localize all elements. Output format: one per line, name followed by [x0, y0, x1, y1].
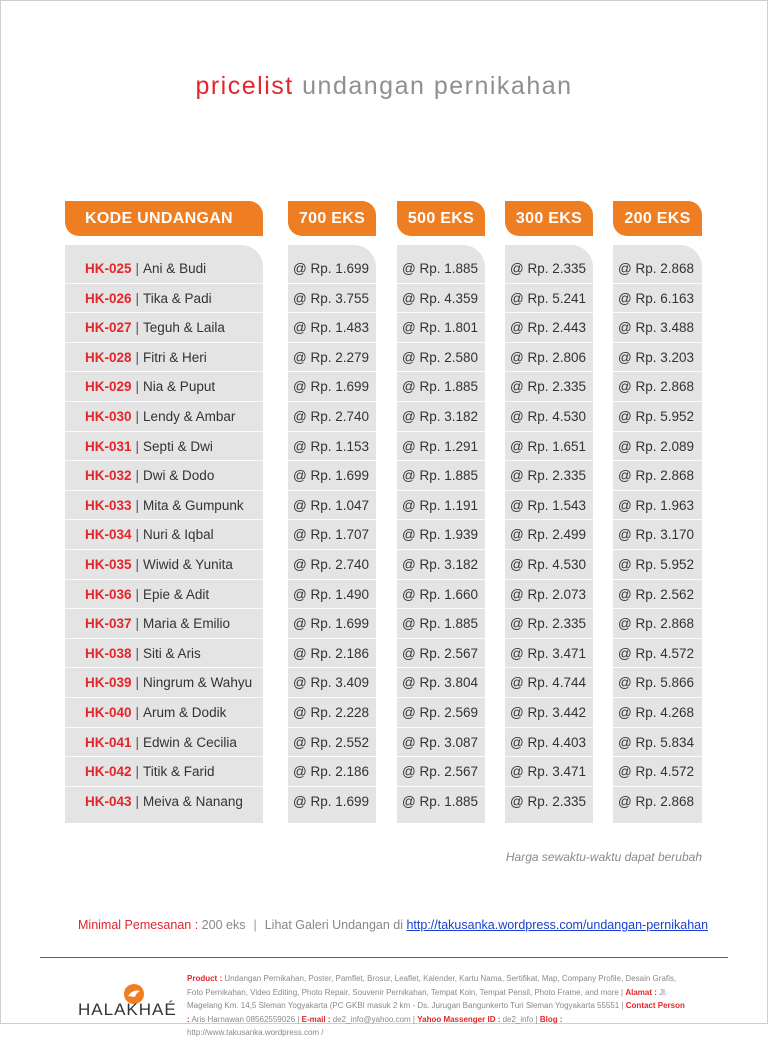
row-code: HK-030: [85, 408, 132, 424]
price-cell-300: @ Rp. 4.530: [505, 402, 593, 432]
price-cell-300: @ Rp. 4.744: [505, 668, 593, 698]
row-code: HK-025: [85, 261, 132, 276]
row-couple-name: Nuri & Iqbal: [143, 527, 214, 543]
product-text: Undangan Pernikahan, Poster, Pamflet, Brosur, Leaflet, Kalender, Kartu Nama, Sertifikat, Map, Company Profile, Desain Grafis, Foto Pernikahan, Video Editing, Photo Repair, Souvenir Pernikahan, Tempat Koin, Tempat Pensil, Photo Frame, and more |: [187, 974, 677, 997]
row-couple-name: Maria & Emilio: [143, 616, 231, 632]
price-cell-700: @ Rp. 1.047: [288, 491, 376, 521]
price-cell-200: @ Rp. 4.572: [613, 639, 702, 669]
row-couple-name: Lendy & Ambar: [143, 408, 236, 424]
row-separator: |: [135, 675, 140, 691]
page-title: [0, 72, 768, 101]
price-cell-700: @ Rp. 2.228: [288, 698, 376, 728]
header-200-eks: 200 EKS: [613, 201, 702, 236]
price-cell-700: @ Rp. 1.699: [288, 609, 376, 639]
row-code: HK-026: [85, 290, 132, 306]
price-cell-700: @ Rp. 2.186: [288, 639, 376, 669]
row-separator: |: [135, 556, 140, 572]
price-cell-500: @ Rp. 1.191: [397, 491, 485, 521]
table-row-kode: [65, 432, 263, 462]
price-cell-700: @ Rp. 1.699: [288, 461, 376, 491]
price-cell-500: @ Rp. 1.801: [397, 313, 485, 343]
price-cell-700: @ Rp. 2.552: [288, 728, 376, 758]
price-cell-500: @ Rp. 4.359: [397, 284, 485, 314]
row-separator: |: [135, 379, 140, 395]
row-code: HK-032: [85, 468, 132, 484]
row-separator: |: [135, 586, 140, 602]
row-code: HK-038: [85, 645, 132, 661]
row-separator: |: [135, 616, 140, 632]
row-code: HK-034: [85, 527, 132, 543]
price-cell-200: @ Rp. 4.268: [613, 698, 702, 728]
price-cell-500: @ Rp. 1.885: [397, 461, 485, 491]
row-couple-name: Siti & Aris: [143, 645, 201, 661]
title-red: pricelist: [195, 72, 294, 100]
row-couple-name: Mita & Gumpunk: [143, 497, 244, 513]
row-code: HK-033: [85, 497, 132, 513]
table-row-kode: [65, 461, 263, 491]
blog-text[interactable]: http://www.takusanka.wordpress.com /: [187, 1028, 324, 1037]
price-cell-700: @ Rp. 1.699: [288, 254, 376, 284]
price-cell-300: @ Rp. 2.335: [505, 609, 593, 639]
alamat-label: Alamat :: [625, 987, 657, 997]
row-couple-name: Fitri & Heri: [143, 349, 207, 365]
logo-text: HALAKHAÉ: [78, 1000, 177, 1019]
price-cell-300: @ Rp. 2.806: [505, 343, 593, 373]
table-row-kode: [65, 520, 263, 550]
price-300-column: [505, 245, 593, 823]
price-cell-200: @ Rp. 4.572: [613, 757, 702, 787]
row-couple-name: Ningrum & Wahyu: [143, 675, 253, 691]
price-cell-700: @ Rp. 1.490: [288, 580, 376, 610]
row-couple-name: Ani & Budi: [143, 261, 207, 276]
price-cell-500: @ Rp. 1.885: [402, 793, 478, 809]
price-cell-300: @ Rp. 1.543: [505, 491, 593, 521]
table-row-kode: [65, 343, 263, 373]
price-cell-200: @ Rp. 2.089: [613, 432, 702, 462]
price-cell-700: @ Rp. 2.740: [288, 402, 376, 432]
price-cell-300: @ Rp. 4.403: [505, 728, 593, 758]
minimal-label: Minimal Pemesanan :: [78, 918, 199, 932]
row-couple-name: Septi & Dwi: [143, 438, 213, 454]
table-row-kode: [65, 550, 263, 580]
price-cell-500: @ Rp. 3.182: [397, 402, 485, 432]
table-row-kode: [65, 728, 263, 758]
price-cell-300: @ Rp. 2.443: [505, 313, 593, 343]
price-cell-500: @ Rp. 3.182: [397, 550, 485, 580]
row-separator: |: [135, 438, 140, 454]
footer-info: [187, 972, 689, 1040]
row-code: HK-040: [85, 704, 132, 720]
row-couple-name: Edwin & Cecilia: [143, 734, 237, 750]
table-row-kode: [65, 372, 263, 402]
price-cell-200: @ Rp. 2.868: [613, 461, 702, 491]
price-cell-300: @ Rp. 3.471: [505, 757, 593, 787]
price-cell-300: @ Rp. 3.471: [505, 639, 593, 669]
table-row-kode: [65, 757, 263, 787]
halakhae-logo: [78, 982, 177, 1022]
row-code: HK-042: [85, 764, 132, 780]
price-cell-200: @ Rp. 2.868: [613, 254, 702, 284]
contact-text: Aris Harnawan 08562559026 |: [189, 1014, 302, 1024]
price-cell-700: @ Rp. 1.153: [288, 432, 376, 462]
price-cell-200: @ Rp. 1.963: [613, 491, 702, 521]
price-cell-500: @ Rp. 2.567: [397, 639, 485, 669]
header-500-eks: 500 EKS: [397, 201, 485, 236]
minimal-order-line: [78, 918, 708, 932]
price-700-column: [288, 245, 376, 823]
price-cell-500: @ Rp. 1.660: [397, 580, 485, 610]
email-text[interactable]: de2_info@yahoo.com |: [330, 1014, 418, 1024]
row-couple-name: Arum & Dodik: [143, 704, 227, 720]
row-code: HK-037: [85, 616, 132, 632]
row-separator: |: [135, 468, 140, 484]
price-cell-300: @ Rp. 2.499: [505, 520, 593, 550]
table-row-kode: [65, 787, 263, 817]
price-cell-500: @ Rp. 2.569: [397, 698, 485, 728]
ym-text: de2_info |: [500, 1014, 540, 1024]
footer-divider: [40, 957, 728, 958]
table-row-kode: [65, 698, 263, 728]
row-code: HK-028: [85, 349, 132, 365]
kode-column: [65, 245, 263, 823]
price-cell-700: @ Rp. 2.740: [288, 550, 376, 580]
price-cell-200: @ Rp. 3.170: [613, 520, 702, 550]
blog-label: Blog :: [539, 1014, 563, 1024]
price-cell-500: @ Rp. 1.885: [397, 372, 485, 402]
row-separator: |: [135, 527, 140, 543]
price-cell-300: @ Rp. 1.651: [505, 432, 593, 462]
price-cell-700: @ Rp. 1.483: [288, 313, 376, 343]
header-700-eks: 700 EKS: [288, 201, 376, 236]
row-code: HK-041: [85, 734, 132, 750]
table-row-kode: [65, 580, 263, 610]
price-change-note: Harga sewaktu-waktu dapat berubah: [505, 850, 702, 864]
price-cell-500: @ Rp. 1.885: [397, 254, 485, 284]
price-cell-500: @ Rp. 3.087: [397, 728, 485, 758]
row-code: HK-035: [85, 556, 132, 572]
price-cell-200: @ Rp. 2.868: [613, 372, 702, 402]
price-cell-300: @ Rp. 2.073: [505, 580, 593, 610]
price-cell-200: @ Rp. 5.952: [613, 550, 702, 580]
table-row-kode: [65, 313, 263, 343]
price-cell-700: @ Rp. 3.409: [288, 668, 376, 698]
price-cell-200: @ Rp. 5.866: [613, 668, 702, 698]
table-row-kode: [65, 254, 263, 284]
price-cell-700: @ Rp. 1.707: [288, 520, 376, 550]
title-grey: undangan pernikahan: [293, 72, 573, 100]
price-cell-200: @ Rp. 3.488: [613, 313, 702, 343]
row-separator: |: [135, 408, 140, 424]
table-row-kode: [65, 639, 263, 669]
price-cell-500: @ Rp. 1.885: [397, 609, 485, 639]
row-code: HK-031: [85, 438, 132, 454]
table-row-kode: [65, 668, 263, 698]
price-cell-300: @ Rp. 4.530: [505, 550, 593, 580]
row-separator: |: [135, 793, 140, 809]
row-couple-name: Epie & Adit: [143, 586, 210, 602]
price-cell-500: @ Rp. 1.291: [397, 432, 485, 462]
ym-label: Yahoo Massenger ID :: [417, 1014, 501, 1024]
product-label: Product :: [187, 974, 223, 983]
price-200-column: [613, 245, 702, 823]
price-cell-700: @ Rp. 2.279: [288, 343, 376, 373]
price-cell-300: @ Rp. 2.335: [505, 461, 593, 491]
row-couple-name: Dwi & Dodo: [143, 468, 215, 484]
gallery-text: Lihat Galeri Undangan di: [264, 918, 407, 932]
price-cell-300: @ Rp. 2.335: [505, 254, 593, 284]
price-cell-500: @ Rp. 2.580: [397, 343, 485, 373]
row-separator: |: [135, 764, 140, 780]
price-cell-500: @ Rp. 1.939: [397, 520, 485, 550]
price-cell-300: @ Rp. 2.335: [510, 793, 586, 809]
row-separator: |: [135, 497, 140, 513]
row-code: HK-039: [85, 675, 132, 691]
price-cell-200: @ Rp. 5.834: [613, 728, 702, 758]
row-couple-name: Titik & Farid: [143, 764, 215, 780]
gallery-link[interactable]: http://takusanka.wordpress.com/undangan-pernikahan: [406, 918, 709, 932]
price-cell-200: @ Rp. 2.562: [613, 580, 702, 610]
row-separator: |: [135, 261, 140, 276]
minimal-separator: |: [253, 918, 257, 932]
price-cell-700: @ Rp. 2.186: [288, 757, 376, 787]
alamat-text: Jl. Magelang Km. 14,5 Sleman Yogyakarta (PC GKBI masuk 2 km - Ds. Jurugan Bangunkerto Turi Sleman Yogyakarta 55551 |: [187, 987, 668, 1010]
price-cell-700: @ Rp. 1.699: [288, 372, 376, 402]
contact-label: Contact Person :: [187, 1001, 685, 1024]
email-label: E-mail :: [301, 1014, 331, 1024]
row-separator: |: [135, 349, 140, 365]
minimal-value: 200 eks: [198, 918, 246, 932]
table-row-kode: [65, 491, 263, 521]
row-separator: |: [135, 320, 140, 336]
row-separator: |: [135, 734, 140, 750]
header-kode-undangan: KODE UNDANGAN: [65, 201, 263, 236]
row-couple-name: Meiva & Nanang: [143, 793, 243, 809]
price-cell-500: @ Rp. 3.804: [397, 668, 485, 698]
price-cell-200: @ Rp. 2.868: [613, 609, 702, 639]
table-row-kode: [65, 609, 263, 639]
price-cell-500: @ Rp. 2.567: [397, 757, 485, 787]
row-separator: |: [135, 645, 140, 661]
price-cell-300: @ Rp. 3.442: [505, 698, 593, 728]
price-cell-200: @ Rp. 2.868: [618, 793, 694, 809]
row-separator: |: [135, 704, 140, 720]
header-300-eks: 300 EKS: [505, 201, 593, 236]
price-cell-700: @ Rp. 3.755: [288, 284, 376, 314]
price-cell-700: @ Rp. 1.699: [293, 793, 369, 809]
row-couple-name: Wiwid & Yunita: [143, 556, 233, 572]
row-code: HK-027: [85, 320, 132, 336]
row-code: HK-029: [85, 379, 132, 395]
row-code: HK-043: [85, 793, 132, 809]
row-couple-name: Teguh & Laila: [143, 320, 225, 336]
price-cell-200: @ Rp. 6.163: [613, 284, 702, 314]
price-500-column: [397, 245, 485, 823]
row-couple-name: Nia & Puput: [143, 379, 216, 395]
price-cell-200: @ Rp. 3.203: [613, 343, 702, 373]
row-separator: |: [135, 290, 140, 306]
row-code: HK-036: [85, 586, 132, 602]
table-row-kode: [65, 284, 263, 314]
price-cell-200: @ Rp. 5.952: [613, 402, 702, 432]
price-cell-300: @ Rp. 5.241: [505, 284, 593, 314]
price-cell-300: @ Rp. 2.335: [505, 372, 593, 402]
table-row-kode: [65, 402, 263, 432]
row-couple-name: Tika & Padi: [143, 290, 212, 306]
